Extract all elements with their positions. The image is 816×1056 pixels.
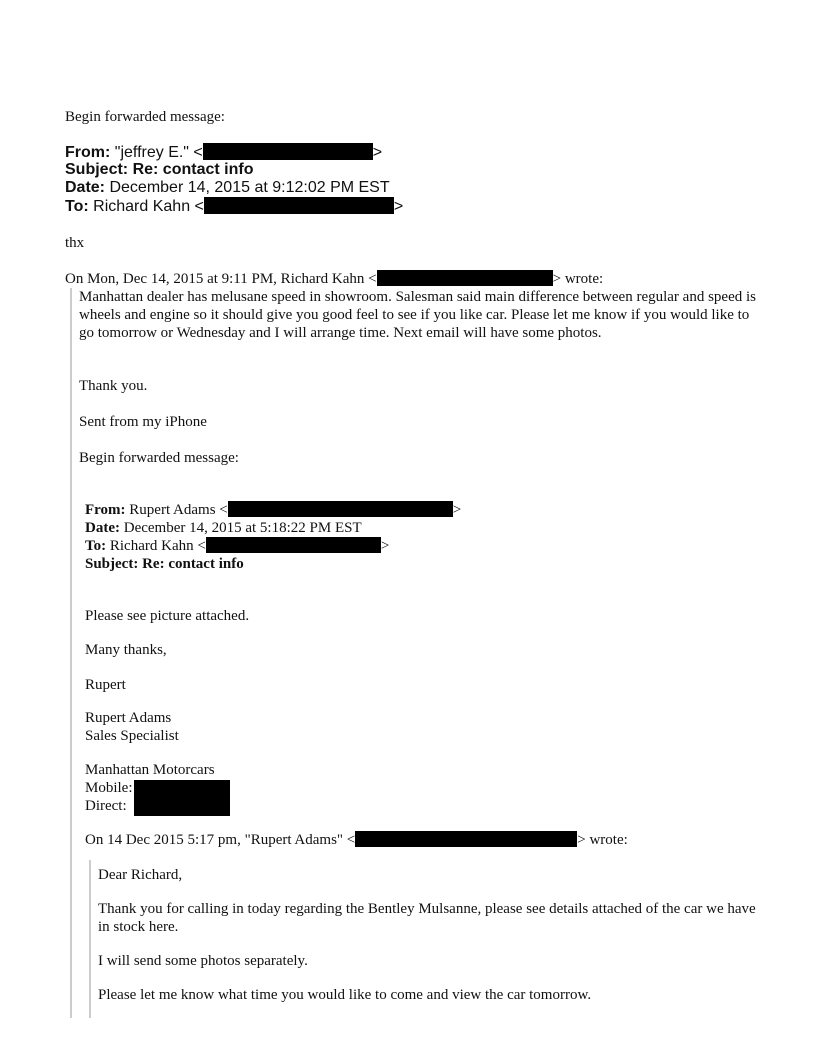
header1-subject-value: Re: contact info	[132, 161, 254, 178]
header1-to-name: Richard Kahn <	[93, 198, 204, 215]
header2-subject-value: Re: contact info	[142, 556, 244, 572]
header2-date-value: December 14, 2015 at 5:18:22 PM EST	[123, 520, 362, 536]
header2-from-name: Rupert Adams <	[129, 502, 228, 518]
redaction-box	[204, 197, 394, 214]
header2-from-close: >	[452, 502, 462, 518]
message2-line2: Many thanks,	[85, 642, 167, 658]
message1-forwarded: Begin forwarded message:	[79, 450, 239, 466]
header2-from-label: From:	[85, 502, 126, 518]
header1-from-line	[65, 143, 382, 162]
message3-para2: I will send some photos separately.	[98, 953, 308, 969]
quote1-suffix: > wrote:	[552, 271, 604, 287]
quote2-suffix: > wrote:	[577, 832, 628, 848]
header1-from-close: >	[372, 144, 383, 161]
message1-body: Manhattan dealer has melusane speed in showroom. Salesman said main difference between regular and speed is wheels and engine so it should give you good feel to see if you like car. Please let me know if you would like to go tomorrow or Wednesday and I will arrange time. Next email will have some photos.	[79, 289, 756, 341]
redaction-box	[203, 143, 373, 160]
header1-date-value: December 14, 2015 at 9:12:02 PM EST	[109, 179, 390, 196]
redaction-box	[355, 831, 577, 847]
redaction-box	[134, 780, 230, 816]
header1-from-name: "jeffrey E." <	[114, 144, 203, 161]
header1-to-label: To:	[65, 198, 89, 215]
header1-to-line	[65, 197, 403, 216]
header1-subject-label: Subject:	[65, 161, 129, 178]
header2-to-line	[85, 537, 389, 555]
message1-thanks: Thank you.	[79, 378, 148, 394]
quote-bar-level-2	[89, 860, 91, 1018]
header1-to-close: >	[393, 198, 404, 215]
signature-direct-label: Direct:	[85, 798, 127, 814]
quote-attribution-1	[65, 270, 603, 288]
signature-mobile	[85, 779, 133, 797]
quote1-prefix: On Mon, Dec 14, 2015 at 9:11 PM, Richard Kahn <	[65, 271, 377, 287]
redaction-box	[228, 501, 453, 517]
message3-para3: Please let me know what time you would like to come and view the car tomorrow.	[98, 987, 592, 1003]
message3-para1: Thank you for calling in today regarding the Bentley Mulsanne, please see details attached of the car we have in stock here.	[98, 901, 756, 935]
message2-line1: Please see picture attached.	[85, 608, 250, 624]
message1-sent-from: Sent from my iPhone	[79, 414, 207, 430]
signature-direct	[85, 797, 127, 815]
header1-date-line	[65, 179, 390, 197]
signature-company: Manhattan Motorcars	[85, 762, 215, 778]
message3-greeting: Dear Richard,	[98, 867, 183, 883]
redaction-box	[206, 537, 381, 553]
quote2-prefix: On 14 Dec 2015 5:17 pm, "Rupert Adams" <	[85, 832, 356, 848]
header2-subject-line	[85, 555, 244, 573]
quote-bar-level-1	[70, 288, 72, 1018]
header2-date-line	[85, 519, 362, 537]
signature-name: Rupert Adams	[85, 710, 172, 726]
header2-subject-label: Subject:	[85, 556, 139, 572]
reply-text: thx	[65, 235, 85, 251]
signature-title: Sales Specialist	[85, 728, 179, 744]
header1-from-label: From:	[65, 144, 111, 161]
signature-mobile-label: Mobile:	[85, 780, 133, 796]
message2-line3: Rupert	[85, 677, 126, 693]
forward-intro: Begin forwarded message:	[65, 109, 225, 125]
header1-subject-line	[65, 161, 253, 179]
header1-date-label: Date:	[65, 179, 106, 196]
header2-to-close: >	[380, 538, 390, 554]
redaction-box	[377, 270, 553, 286]
header2-from-line	[85, 501, 461, 519]
header2-to-label: To:	[85, 538, 107, 554]
header2-date-label: Date:	[85, 520, 120, 536]
quote-attribution-2	[85, 831, 628, 849]
header2-to-name: Richard Kahn <	[109, 538, 206, 554]
